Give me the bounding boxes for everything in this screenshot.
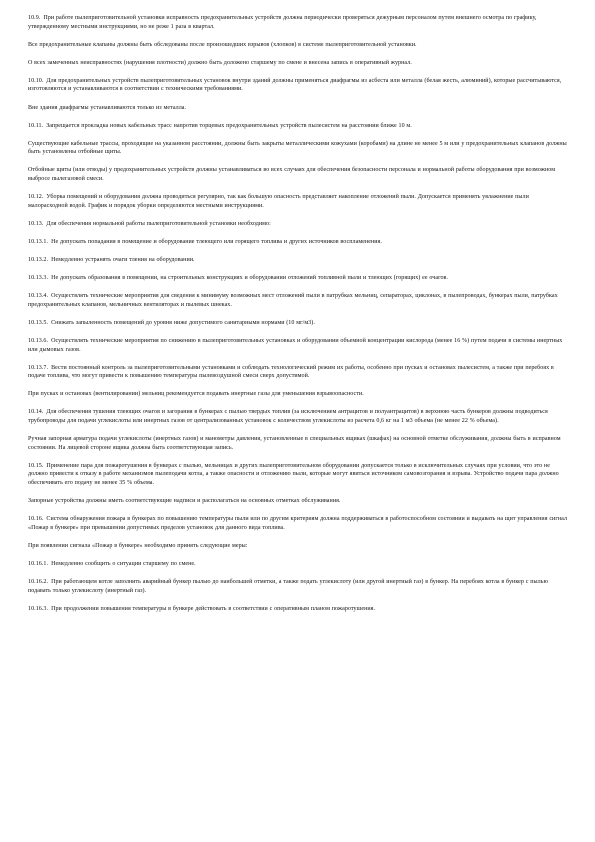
paragraph: [28, 462, 567, 488]
paragraph-text: Для предохранительных устройств пылеприготовительных установок внутри зданий должны применяться диафрагмы из асбеста или металла (белая жесть, алюминий), которые рассчитываются, изготовляются и устанавливаются в соответствии с техническими требованиями.: [28, 77, 562, 93]
paragraph-text: Осуществлять технические мероприятия по снижению в пылеприготовительных установках и оборудовании объемной концентрации кислорода (менее 16 %) путем подачи в системы инертных или дымовых газов.: [28, 337, 563, 353]
paragraph: [28, 140, 567, 157]
paragraph-text: Запорные устройства должны иметь соответствующие надписи и располагаться на основных отметках обслуживания.: [28, 498, 341, 505]
paragraph-text: При пусках и остановах (вентилировании) мельниц рекомендуется подавать инертные газы для уменьшения взрывоопасности.: [28, 391, 364, 398]
paragraph-text: При работе пылеприготовительной установки исправность предохранительных устройств должна периодически проверяться дежурным персоналом путем внешнего осмотра по графику, утвержденному местными инструкциями, но не реже 1 раза в квартал.: [28, 15, 537, 30]
paragraph-number: 10.13.2.: [28, 257, 49, 263]
paragraph: [28, 77, 567, 94]
paragraph-number: 10.16.: [28, 516, 44, 523]
paragraph: [28, 166, 567, 183]
paragraph: [28, 497, 567, 506]
paragraph-number: 10.13.4.: [28, 293, 49, 300]
paragraph: [28, 274, 567, 283]
paragraph: [28, 59, 567, 68]
paragraph-number: 10.13.5.: [28, 319, 49, 326]
paragraph: [28, 337, 567, 354]
paragraph-text: Вести постоянный контроль за пылеприготовительными установками и соблюдать технологический режим их работы, особенно при пусках и остановах пылесистем, а также при перебоях в подаче топлива, что могут привести к повышению температуры пылевоздушной смеси сверх допустимой.: [28, 364, 554, 380]
paragraph-text: Для обеспечения тушения тлеющих очагов и загорания в бункерах с пылью твердых топлив (за исключением антрацитов и полуантрацитов) в верхнюю часть бункеров должны подводиться трубопроводы для подачи углекислоты или инертных газов от централизованных установок с количеством углекислоты из расчета 0,6 кг на 1 м3 объема (не менее 22 % объема).: [28, 409, 548, 425]
paragraph-number: 10.13.6.: [28, 337, 49, 344]
paragraph-number: 10.13.1.: [28, 238, 49, 245]
paragraph: [28, 256, 567, 265]
paragraph-number: 10.16.1.: [28, 560, 49, 567]
paragraph-text: Уборка помещений и оборудования должна проводиться регулярно, так как большую опасность представляет накопление отложений пыли. Допускается применять увлажнение пыли малорасходной водой. График и порядок уборки определяются местными инструкциями.: [28, 194, 529, 209]
paragraph: [28, 104, 567, 113]
paragraph-text: При работающем котле заполнить аварийный бункер пылью до наибольшей отметки, а также подать углекислоту (или другой инертный газ) в бункер. На перебоях котла в бункер с пылью подавать только углекислоту (инертный газ).: [28, 579, 549, 594]
paragraph: [28, 292, 567, 309]
paragraph-text: Запрещается прокладка новых кабельных трасс напротив торцевых предохранительных устройств пылесистем на расстоянии ближе 10 м.: [46, 122, 412, 129]
paragraph: [28, 542, 567, 551]
paragraph: [28, 220, 567, 229]
paragraph-text: Немедленно устранять очаги тления на оборудовании.: [51, 257, 195, 263]
paragraph: [28, 14, 567, 31]
paragraph-number: 10.11.: [28, 122, 44, 129]
paragraph-number: 10.12.: [28, 194, 44, 201]
paragraph: [28, 122, 567, 131]
paragraph-number: 10.10.: [28, 77, 44, 84]
paragraph: [28, 193, 567, 210]
paragraph: [28, 319, 567, 328]
paragraph-text: При появлении сигнала «Пожар в бункере» необходимо принять следующие меры:: [28, 542, 248, 549]
paragraph: [28, 605, 567, 614]
paragraph-text: Вне здания диафрагмы устанавливаются только из металла.: [28, 104, 187, 111]
paragraph-text: Снижать запыленность помещений до уровня ниже допустимого санитарными нормами (10 мг/м3).: [51, 319, 315, 326]
paragraph-text: О всех замеченных неисправностях (нарушения плотности) должно быть доложено старшему по смене и внесена запись в оперативный журнал.: [28, 59, 412, 66]
paragraph-number: 10.13.7.: [28, 364, 49, 371]
paragraph-number: 10.13.3.: [28, 275, 49, 282]
paragraph-number: 10.13.: [28, 220, 44, 227]
paragraph: [28, 41, 567, 50]
paragraph: [28, 578, 567, 595]
paragraph: [28, 408, 567, 425]
paragraph-number: 10.9.: [28, 15, 41, 21]
paragraph-text: При продолжении повышения температуры в бункере действовать в соответствии с оперативным планом пожаротушения.: [51, 605, 376, 612]
paragraph: [28, 560, 567, 569]
paragraph-text: Все предохранительные клапаны должны быть обследованы после произошедших взрывов (хлопков) в системе пылеприготовительной установки.: [28, 41, 417, 48]
paragraph: [28, 515, 567, 532]
paragraph-text: Для обеспечения нормальной работы пылеприготовительной установки необходимо:: [46, 220, 271, 227]
paragraph: [28, 364, 567, 381]
paragraph: [28, 238, 567, 247]
paragraph-text: Ручная запорная арматура подачи углекислоты (инертных газов) и манометры давления, установленные в специальных ящиках (шкафах) на основной отметке обслуживания, должны быть в исправном состоянии. На лицевой стороне ящика должна быть соответствующая запись.: [28, 436, 561, 451]
paragraph-number: 10.14.: [28, 409, 44, 416]
paragraph-text: Не допускать попадания в помещение и оборудование тлеющего или горящего топлива и других источников воспламенения.: [51, 238, 382, 245]
paragraph-text: Не допускать образования в помещении, на строительных конструкциях и оборудовании отложений топливной пыли и тлеющих (горящих) ее очагов.: [51, 275, 448, 282]
paragraph-number: 10.15.: [28, 462, 44, 469]
paragraph-text: Система обнаружения пожара в бункерах по повышению температуры пыли или по другим критериям должна поддерживаться в работоспособном состоянии и выдавать на щит управления сигнал «Пожар в бункере» при превышении допустимых пределов установок для данного вида топлива.: [28, 516, 568, 531]
paragraph-text: Отбойные щиты (или отводы) у предохранительных устройств должны устанавливаться во всех случаях для обеспечения безопасности персонала и нормальной работы оборудования при возможном выбросе пылегазовой смеси.: [28, 167, 556, 183]
paragraph: [28, 390, 567, 399]
paragraph-text: Применение пара для пожаротушения в бункерах с пылью, мельницах и других пылеприготовительном оборудовании допускается только в исключительных случаях при условии, что это не должно привести к отказу в работе механизмов пылеподачи котла, а также опасности и отложению пыли, которые могут явиться источником самовозгорания и взрыва. Устройство подачи пара должно обеспечивать его подачу не менее 35 % объема.: [28, 462, 559, 486]
paragraph-text: Существующие кабельные трассы, проходящие на указанном расстоянии, должны быть закрыты металлическими кожухами (коробами) на длине не менее 5 м или у предохранительных клапанов должны быть установлены отбойные щиты.: [28, 140, 567, 156]
paragraph-text: Осуществлять технические мероприятия для сведения к минимуму возможных мест отложений пыли в патрубках мельниц, сепараторах, циклонах, в пылепроводах, бункерах пыли, патрубках предохранительных клапанов, мельничных вентиляторах и пылевых шнеках.: [28, 293, 558, 308]
paragraph-number: 10.16.3.: [28, 605, 49, 612]
paragraph: [28, 435, 567, 452]
paragraph-text: Немедленно сообщить о ситуации старшему по смене.: [51, 560, 196, 567]
paragraph-number: 10.16.2.: [28, 579, 49, 586]
